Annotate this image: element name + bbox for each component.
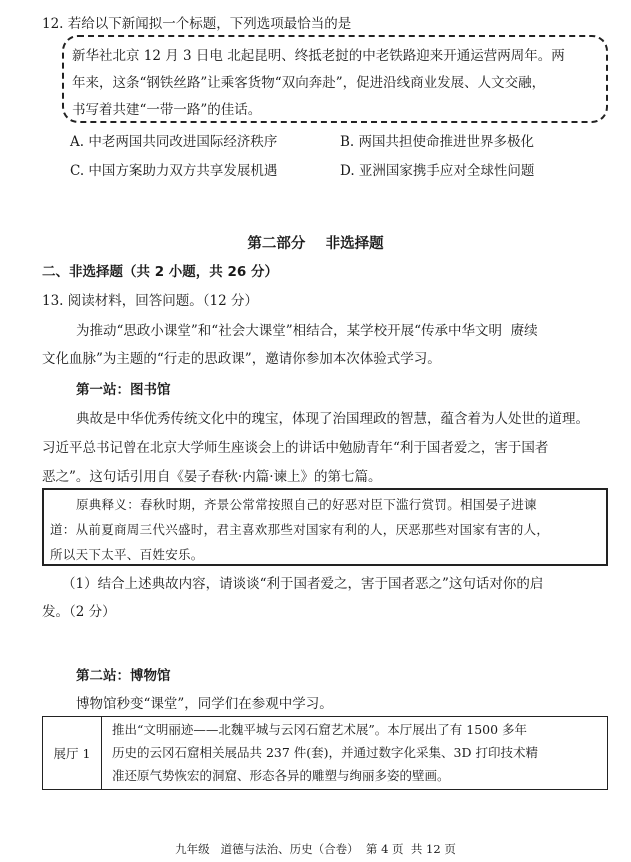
- station1-line-1: 典故是中华优秀传统文化中的瑰宝，体现了治国理政的智慧，蕴含着为人处世的道理。: [76, 411, 589, 427]
- option-c: C. 中国方案助力双方共享发展机遇: [70, 163, 278, 179]
- news-line-1: 新华社北京 12 月 3 日电 北起昆明、终抵老挝的中老铁路迎来开通运营两周年。两: [72, 48, 565, 64]
- news-line-3: 书写着共建“一带一路”的佳话。: [72, 102, 262, 118]
- hall-line-3: 准还原气势恢宏的洞窟、形态各异的雕塑与绚丽多姿的壁画。: [112, 768, 450, 783]
- station1-line-3: 恶之”。这句话引用自《晏子春秋·内篇·谏上》的第七篇。: [42, 469, 382, 485]
- option-d: D. 亚洲国家携手应对全球性问题: [340, 163, 535, 179]
- table-row: [43, 717, 608, 790]
- q13-intro-line-1: 为推动“思政小课堂”和“社会大课堂”相结合，某学校开展“传承中华文明 赓续: [76, 323, 538, 339]
- note-line-3: 所以天下太平、百姓安乐。: [50, 547, 204, 562]
- q13-1-question-line-1: （1）结合上述典故内容，请谈谈“利于国者爱之，害于国者恶之”这句话对你的启: [62, 576, 544, 592]
- exhibition-table: [42, 716, 608, 790]
- option-b: B. 两国共担使命推进世界多极化: [340, 134, 535, 150]
- hall-label: 展厅 1: [53, 746, 91, 761]
- q13-stem: 13. 阅读材料，回答问题。（12 分）: [42, 293, 258, 309]
- option-a: A. 中老两国共同改进国际经济秩序: [70, 134, 278, 150]
- hall-line-2: 历史的云冈石窟相关展品共 237 件(套)，并通过数字化采集、3D 打印技术精: [112, 745, 539, 760]
- q12-stem: 12. 若给以下新闻拟一个标题，下列选项最恰当的是: [42, 16, 352, 32]
- news-line-2: 年来，这条“钢铁丝路”让乘客货物“双向奔赴”，促进沿线商业发展、人文交融，: [72, 75, 546, 91]
- part2-heading: 第二部分 非选择题: [247, 236, 384, 252]
- hall-content-cell: [102, 717, 608, 790]
- note-line-2: 道：从前夏商周三代兴盛时，君主喜欢那些对国家有利的人，厌恶那些对国家有害的人，: [50, 522, 550, 537]
- station1-title: 第一站：图书馆: [76, 382, 171, 398]
- section-heading: 二、非选择题（共 2 小题，共 26 分）: [42, 264, 278, 280]
- station2-intro: 博物馆秒变“课堂”，同学们在参观中学习。: [76, 696, 333, 712]
- hall-line-1: 推出“文明丽迹——北魏平城与云冈石窟艺术展”。本厅展出了有 1500 多年: [112, 722, 528, 737]
- station2-title: 第二站：博物馆: [76, 668, 171, 684]
- hall-label-cell: [43, 717, 102, 790]
- q13-1-question-line-2: 发。（2 分）: [42, 604, 116, 620]
- q13-intro-line-2: 文化血脉”为主题的“行走的思政课”，邀请你参加本次体验式学习。: [42, 351, 441, 367]
- page-footer: 九年级 道德与法治、历史（合卷） 第 4 页 共 12 页: [175, 842, 456, 856]
- note-line-1: 原典释义：春秋时期，齐景公常常按照自己的好恶对臣下滥行赏罚。相国晏子进谏: [76, 497, 537, 512]
- station1-line-2: 习近平总书记曾在北京大学师生座谈会上的讲话中勉励青年“利于国者爱之，害于国者: [42, 440, 549, 456]
